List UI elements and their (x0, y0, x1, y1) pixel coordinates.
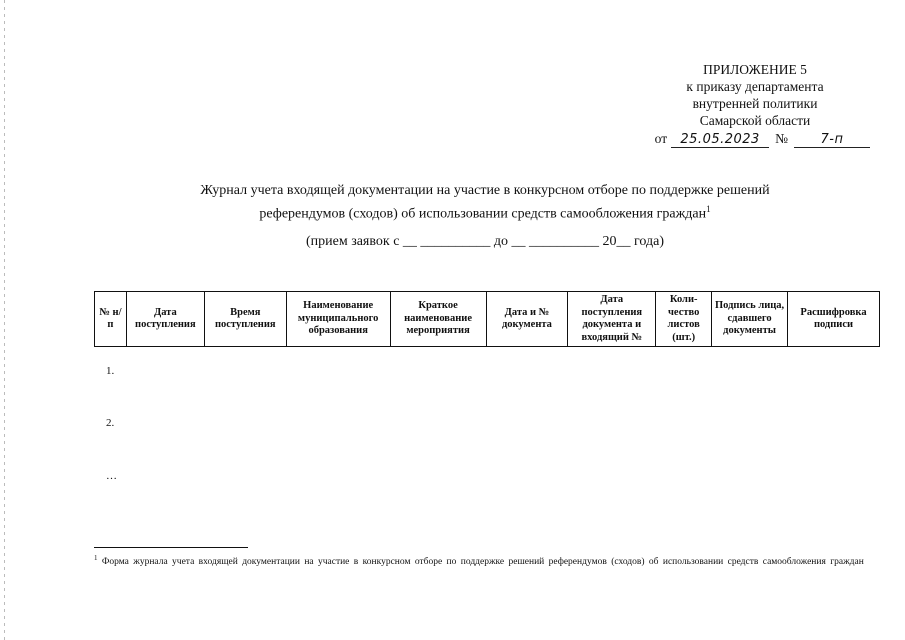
appendix-block (640, 61, 870, 148)
reception-period: (прием заявок с __ __________ до __ __________ 20__ года) (305, 234, 665, 249)
footnote (94, 552, 880, 568)
column-header: Расшифровка подписи (788, 292, 880, 347)
title-footnote-ref: 1 (706, 204, 711, 214)
scan-edge (4, 0, 5, 640)
column-header: Наименование муниципального образования (286, 292, 390, 347)
title-line-1: Журнал учета входящей документации на участие в конкурсном отборе по поддержке решений (200, 183, 770, 198)
title-line-2-wrap (120, 200, 850, 224)
column-header: Время поступления (204, 292, 286, 347)
journal-table (94, 291, 880, 347)
order-date: 25.05.2023 (671, 132, 769, 148)
document-title (120, 182, 850, 224)
column-header: Коли-чество листов (шт.) (656, 292, 712, 347)
column-header: Дата поступления (126, 292, 204, 347)
row-label: 2. (106, 417, 115, 429)
column-header: № н/п (95, 292, 127, 347)
appendix-line-2: внутренней политики (692, 96, 818, 111)
appendix-heading: ПРИЛОЖЕНИЕ 5 (703, 62, 807, 77)
order-number: 7-п (794, 132, 870, 148)
footnote-divider (94, 547, 248, 548)
column-header: Подпись лица, сдавшего документы (712, 292, 788, 347)
table-header-row (95, 292, 880, 347)
title-line-2: референдумов (сходов) об использовании средств самообложения граждан (259, 206, 707, 222)
column-header: Краткое наименование мероприятия (390, 292, 486, 347)
footnote-marker: 1 (94, 554, 98, 562)
order-date-number-line (640, 130, 870, 148)
appendix-line-1: к приказу департамента (686, 79, 824, 94)
appendix-line-3: Самарской области (699, 113, 811, 128)
column-header: Дата и № документа (486, 292, 568, 347)
column-header: Дата поступления документа и входящий № (568, 292, 656, 347)
row-label: 1. (106, 365, 115, 377)
number-prefix: № (775, 131, 788, 146)
footnote-text: Форма журнала учета входящей документации на участие в конкурсном отборе по поддержке решений референдумов (сходов) об использовании средств самообложения граждан (101, 557, 864, 568)
date-prefix: от (654, 131, 668, 146)
row-label: … (106, 470, 117, 482)
